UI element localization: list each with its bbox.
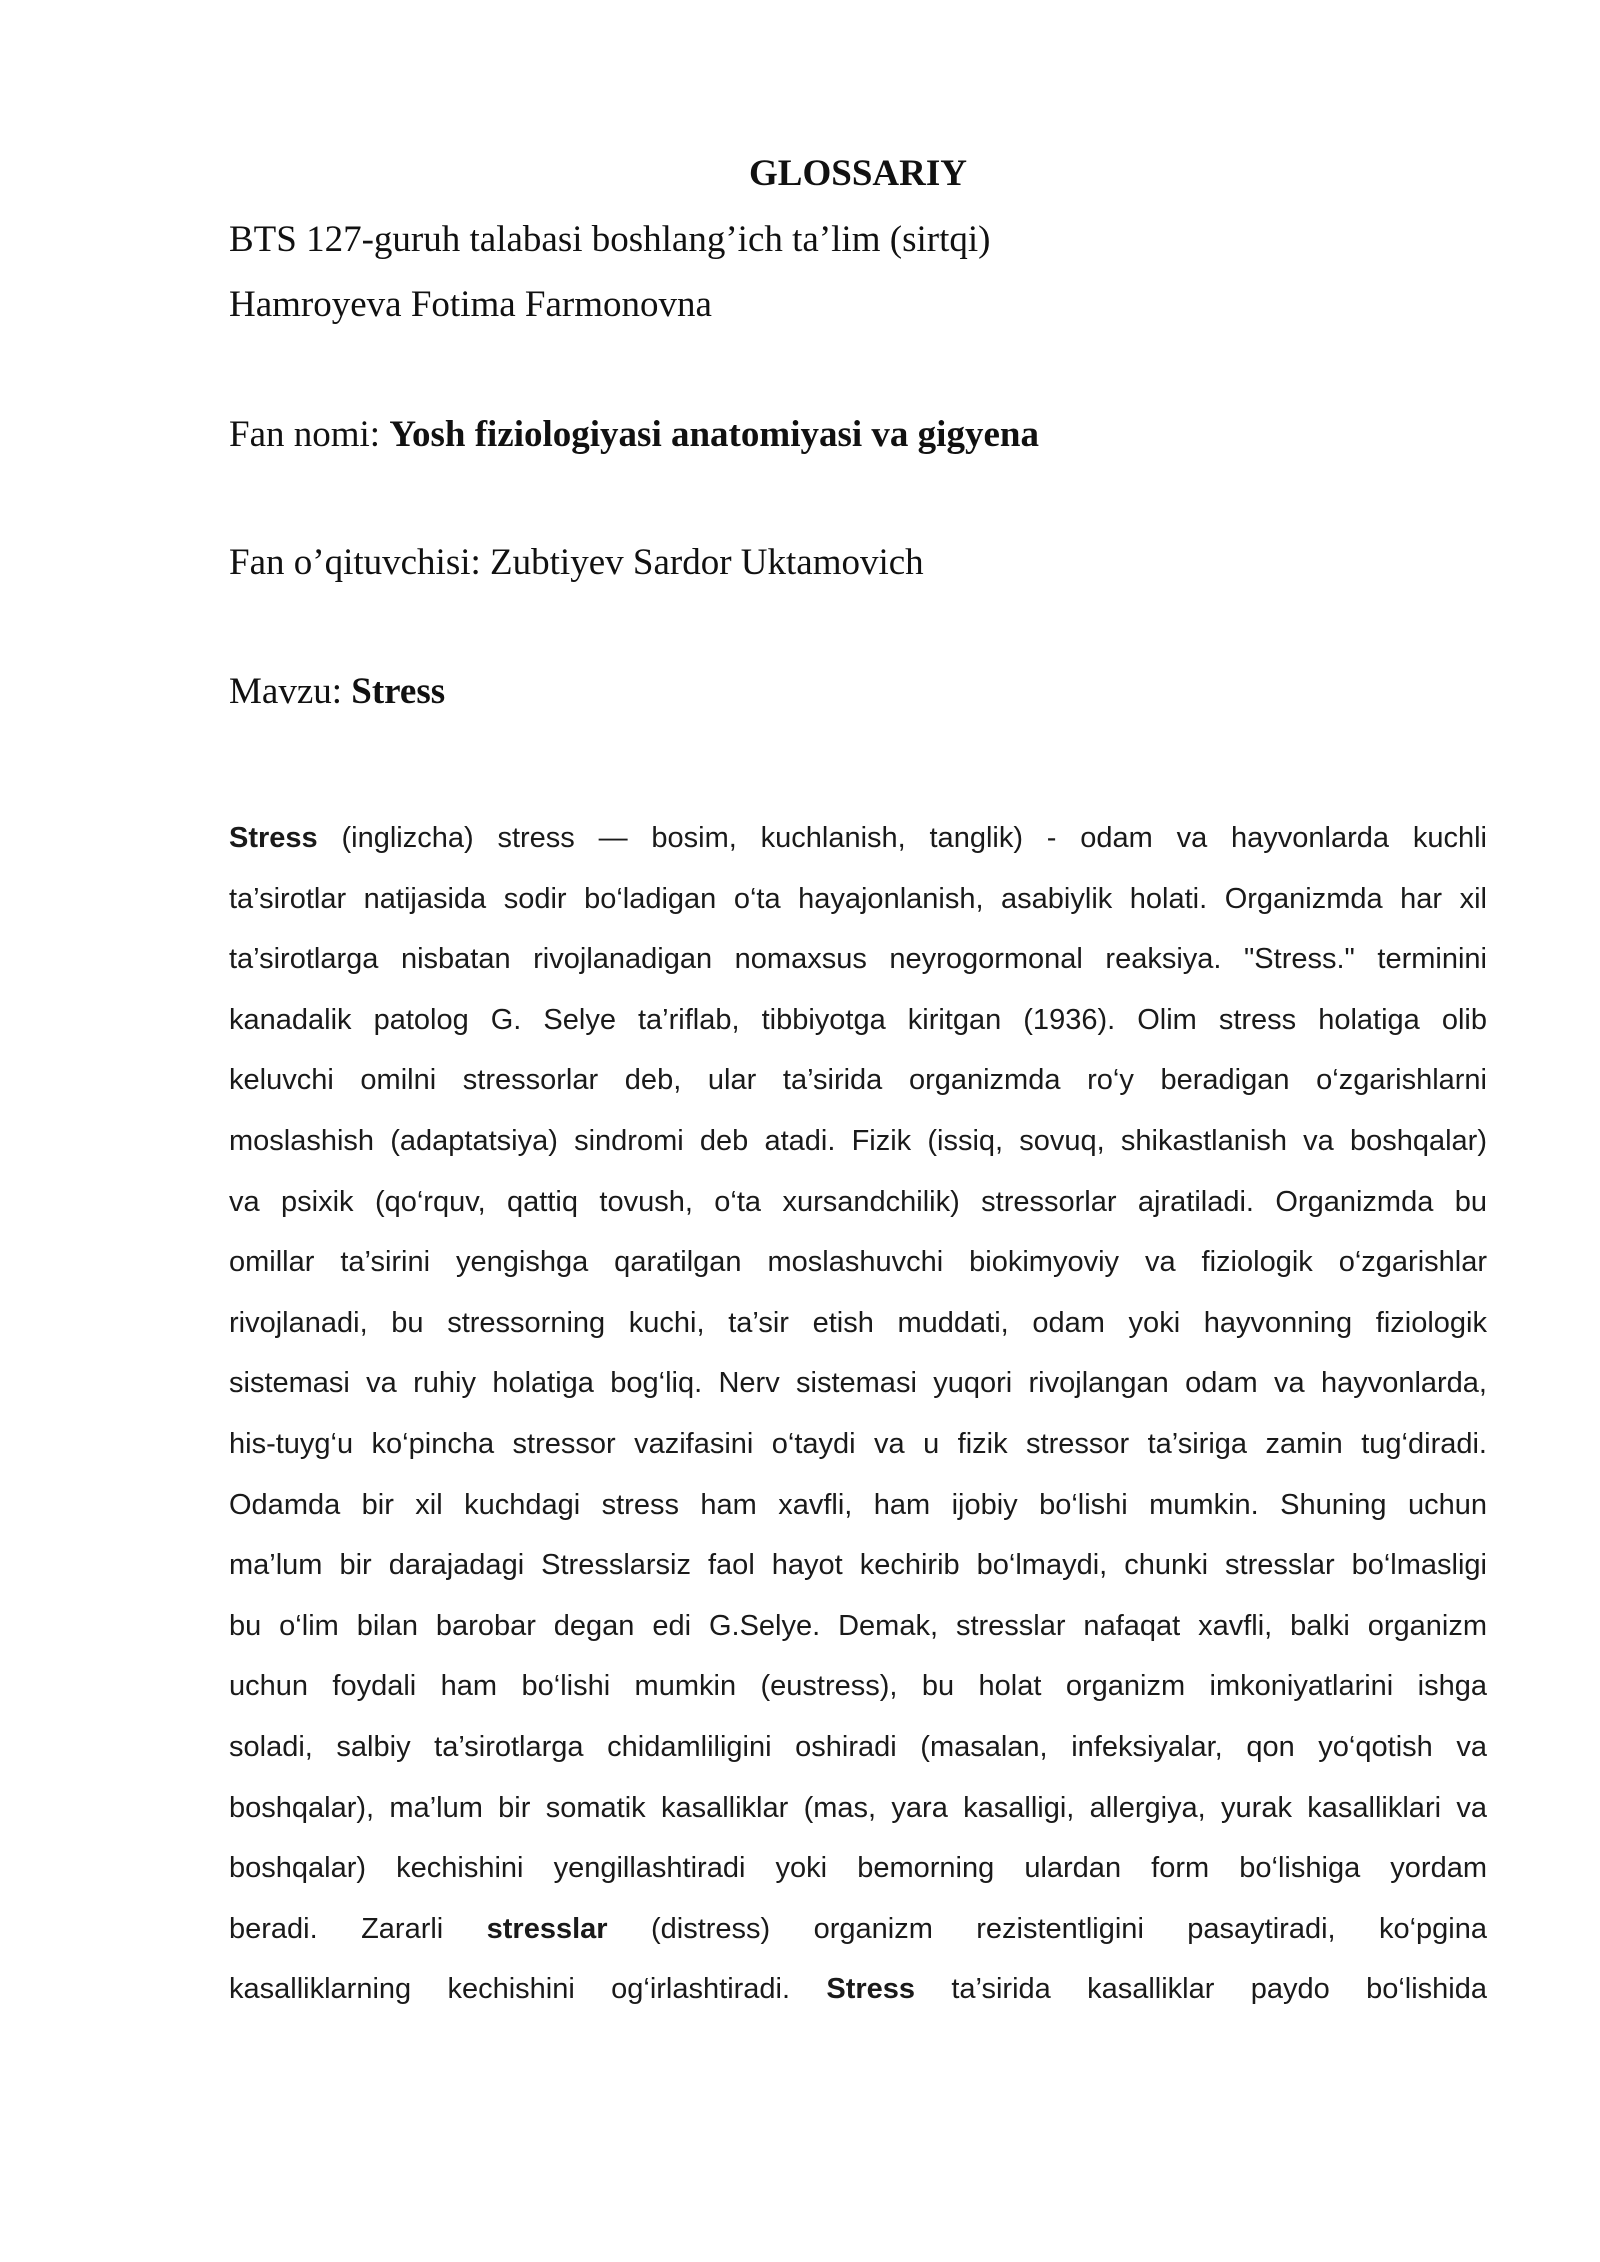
bold-term: stresslar [486,1912,608,1945]
body-line [229,869,1487,930]
body-line [229,1172,1487,1233]
body-text-run: kasalliklarning kechishini og‘irlashtiradi. [229,1973,827,2006]
document-title: GLOSSARIY [749,153,967,194]
body-text-run: ma’lum bir darajadagi Stresslarsiz faol hayot kechirib bo‘lmaydi, chunki stresslar bo‘lmasligi [229,1549,1487,1582]
body-text-run: boshqalar) kechishini yengillashtiradi yoki bemorning ulardan form bo‘lishiga yordam [229,1852,1487,1885]
teacher-label: Fan o’qituvchisi: [229,542,481,583]
student-group-line: BTS 127-guruh talabasi boshlang’ich ta’lim (sirtqi) [229,219,991,260]
body-line [229,990,1487,1051]
body-text-run: bu o‘lim bilan barobar degan edi G.Selye. Demak, stresslar nafaqat xavfli, balki organizm [229,1609,1487,1642]
body-line [229,1778,1487,1839]
topic-line [229,670,445,713]
body-text-run: ta’sirotlarga nisbatan rivojlanadigan nomaxsus neyrogormonal reaksiya. "Stress." terminini [229,943,1487,976]
body-line [229,1717,1487,1778]
body-text-run: rivojlanadi, bu stressorning kuchi, ta’sir etish muddati, odam yoki hayvonning fiziologik [229,1306,1487,1339]
body-text-run: sistemasi va ruhiy holatiga bog‘liq. Nerv sistemasi yuqori rivojlangan odam va hayvonlarda, [229,1367,1487,1400]
bold-term: Stress [229,822,318,854]
body-paragraph [229,808,1487,2020]
teacher-line [229,541,924,584]
body-line [229,1596,1487,1657]
subject-line [229,413,1039,456]
body-text-run: his-tuyg‘u ko‘pincha stressor vazifasini o‘taydi va u fizik stressor ta’siriga zamin tug‘diradi. [229,1427,1487,1460]
body-line [229,1475,1487,1536]
body-text-run: boshqalar), ma’lum bir somatik kasalliklar (mas, yara kasalligi, allergiya, yurak kasalliklari va [229,1791,1487,1824]
teacher-value: Zubtiyev Sardor Uktamovich [490,542,924,583]
body-text-run: keluvchi omilni stressorlar deb, ular ta’sirida organizmda ro‘y beradigan o‘zgarishlarni [229,1064,1487,1097]
body-line [229,1656,1487,1717]
body-line [229,1899,1487,1960]
body-text-run: va psixik (qo‘rquv, qattiq tovush, o‘ta xursandchilik) stressorlar ajratiladi. Organizmda bu [229,1185,1487,1218]
body-text-run: ta’sirida kasalliklar paydo bo‘lishida [915,1973,1487,2006]
body-line [229,1414,1487,1475]
body-line [229,808,1487,869]
body-text-run: beradi. Zararli [229,1912,487,1945]
body-line [229,1232,1487,1293]
body-line [229,1050,1487,1111]
bold-term: Stress [826,1973,916,2006]
body-line [229,1111,1487,1172]
body-text-run: (inglizcha) stress — bosim, kuchlanish, tanglik) - odam va hayvonlarda kuchli [317,822,1487,854]
body-line [229,929,1487,990]
body-text-run: soladi, salbiy ta’sirotlarga chidamliligini oshiradi (masalan, infeksiyalar, qon yo‘qotish va [229,1730,1487,1763]
topic-label: Mavzu: [229,671,343,712]
body-line [229,1838,1487,1899]
body-line [229,1535,1487,1596]
subject-value: Yosh fiziologiyasi anatomiyasi va gigyena [389,414,1039,455]
topic-value: Stress [351,671,446,712]
body-text-run: Odamda bir xil kuchdagi stress ham xavfli, ham ijobiy bo‘lishi mumkin. Shuning uchun [229,1488,1487,1521]
body-text-run: ta’sirotlar natijasida sodir bo‘ladigan o‘ta hayajonlanish, asabiylik holati. Organizmda har xil [229,882,1487,915]
body-line [229,1293,1487,1354]
student-name-line: Hamroyeva Fotima Farmonovna [229,284,712,325]
body-text-run: (distress) organizm rezistentligini pasaytiradi, ko‘pgina [607,1912,1487,1945]
subject-label: Fan nomi: [229,414,381,455]
body-text-run: uchun foydali ham bo‘lishi mumkin (eustress), bu holat organizm imkoniyatlarini ishga [229,1670,1487,1703]
body-text-run: omillar ta’sirini yengishga qaratilgan moslashuvchi biokimyoviy va fiziologik o‘zgarishlar [229,1246,1487,1279]
body-text-run: moslashish (adaptatsiya) sindromi deb atadi. Fizik (issiq, sovuq, shikastlanish va boshqalar) [229,1124,1487,1157]
body-line [229,1353,1487,1414]
body-line [229,1959,1487,2020]
body-text-run: kanadalik patolog G. Selye ta’riflab, tibbiyotga kiritgan (1936). Olim stress holatiga olib [229,1003,1487,1036]
